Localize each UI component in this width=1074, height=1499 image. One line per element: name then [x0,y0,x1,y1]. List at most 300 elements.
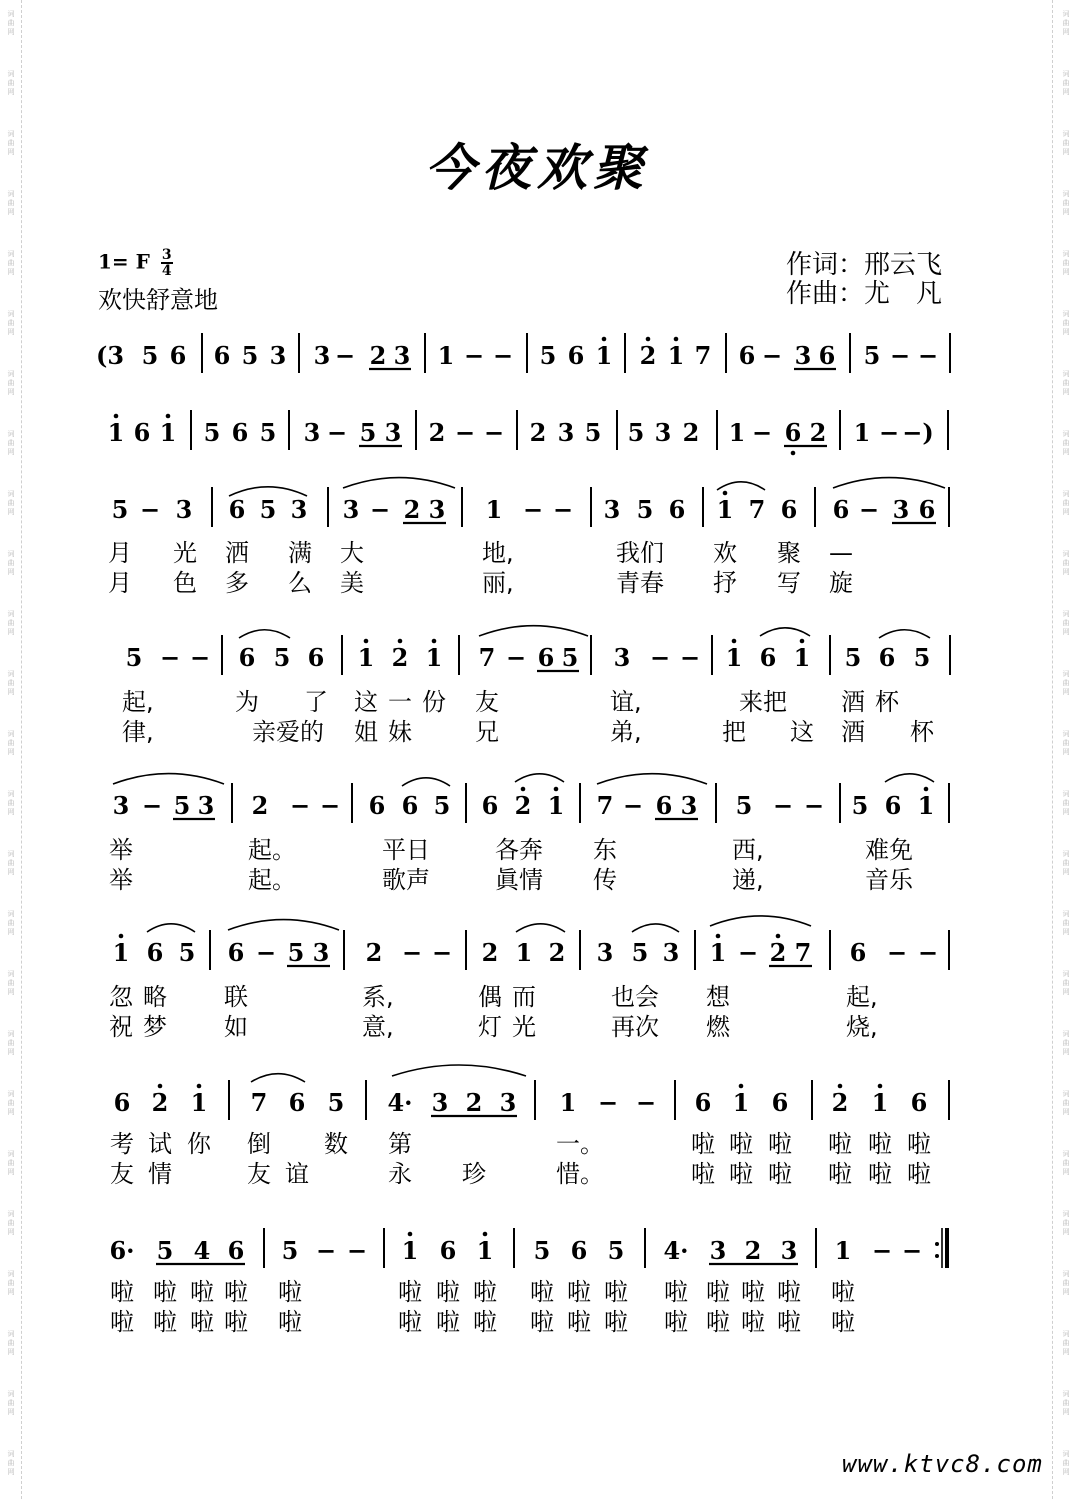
lyric-syllable: 地, [482,539,514,567]
note: 2 [428,418,446,447]
lyric-syllable: 啦 [110,1308,134,1336]
note: 3 [428,495,446,524]
lyric-syllable: 月 [108,539,132,567]
lyric-syllable: 西, [732,836,764,864]
time-numerator: 3 [161,247,172,263]
note: − [878,418,900,447]
note: − [889,341,911,370]
lyric-syllable: 啦 [436,1308,460,1336]
note: − [505,643,527,672]
note: 5 [844,643,862,672]
note: 3 [112,791,130,820]
note: 6 [771,1088,789,1117]
octave-dot-high [838,1084,843,1089]
lyric-syllable: 啦 [741,1308,765,1336]
note: 6 [738,341,756,370]
note: 6 [884,791,902,820]
lyric-syllable: 抒 [713,569,737,597]
lyric-syllable: 杯 [875,688,899,716]
slur [632,924,679,932]
note: 6 [307,643,325,672]
lyric-syllable: 啦 [224,1308,248,1336]
lyric-syllable: 丽, [482,569,514,597]
lyric-syllable: 啦 [831,1308,855,1336]
lyric-syllable: 啦 [691,1130,715,1158]
note: 1 [425,643,443,672]
lyric-syllable: 略 [143,983,167,1011]
lyric-syllable: 传 [593,866,617,894]
watermark-text: 词 曲 网 [1062,430,1070,456]
watermark-text: 词 曲 网 [7,910,15,936]
note: − [679,643,701,672]
note: 3 [312,938,330,967]
lyric-syllable: 啦 [530,1278,554,1306]
note: 6 [481,791,499,820]
note: 3 [680,791,698,820]
note: 2 [809,418,827,447]
note: 7 [478,643,496,672]
watermark-text: 词 曲 网 [1062,910,1070,936]
lyric-syllable: 谊 [285,1160,309,1188]
lyric-syllable: 啦 [190,1308,214,1336]
lyric-syllable: 友 [247,1160,271,1188]
key-label: 1= F [98,249,150,274]
note: 3 [557,418,575,447]
note: 3 [342,495,360,524]
lyric-syllable: 旋 [829,569,853,597]
lyric-syllable: 啦 [604,1308,628,1336]
note: 3 [654,418,672,447]
octave-dot-high [739,1084,744,1089]
lyric-syllable: 珍 [462,1160,486,1188]
note: 6 [238,643,256,672]
lyric-syllable: 啦 [868,1130,892,1158]
song-title: 今夜欢聚 [425,138,649,197]
lyric-syllable: 啦 [741,1278,765,1306]
lyric-syllable: 啦 [831,1278,855,1306]
note: 2 [465,1088,483,1117]
note: 5 [584,418,602,447]
note: − [454,418,476,447]
octave-dot-high [432,639,437,644]
note: − [255,938,277,967]
lyric-syllable: 梦 [143,1013,167,1041]
note: 2 [403,495,421,524]
octave-dot-high [674,337,679,342]
lyric-syllable: 倒 [247,1130,271,1158]
note: 2 [831,1088,849,1117]
note: 2 [529,418,547,447]
octave-dot-high [723,491,728,496]
note: 3 [313,341,331,370]
octave-dot-high [166,414,171,419]
slur [760,628,810,636]
watermark-text: 词 曲 网 [1062,1030,1070,1056]
note: 2 [365,938,383,967]
note: 5 [111,495,129,524]
lyric-syllable: 系, [362,983,394,1011]
note: 1 [159,418,177,447]
lyric-syllable: 洒 [225,539,249,567]
note: 5 [287,938,305,967]
note: 1 [515,938,533,967]
note: (3 [95,341,125,370]
lyric-syllable: 把 [722,718,746,746]
watermark-text: 词 曲 网 [7,1030,15,1056]
lyric-syllable: 联 [224,983,248,1011]
octave-dot-high [878,1084,883,1089]
note: 2 [151,1088,169,1117]
lyric-syllable: 平日 [382,836,430,864]
note: 3 [269,341,287,370]
note: 3 [384,418,402,447]
octave-dot-high [483,1232,488,1237]
note: − [463,341,485,370]
lyric-syllable: 起, [846,983,878,1011]
watermark-text: 词 曲 网 [7,730,15,756]
slur [251,1074,305,1082]
note: 6 [849,938,867,967]
slur [515,774,564,782]
note: 6 [113,1088,131,1117]
note: 5 [627,418,645,447]
note: 6 [227,1236,245,1265]
note: 5 [359,418,377,447]
note: 5 [259,418,277,447]
note: 3 [197,791,215,820]
note: 1 [728,418,746,447]
lyric-syllable: 永 [388,1160,412,1188]
note: − [401,938,423,967]
watermark-text: 词 曲 网 [7,430,15,456]
watermark-text: 词 曲 网 [1062,1270,1070,1296]
lyric-syllable: 数 [324,1130,348,1158]
octave-dot-high [197,1084,202,1089]
watermark-text: 词 曲 网 [7,670,15,696]
lyric-syllable: 啦 [828,1160,852,1188]
website-url: www.ktvc8.com [842,1450,1043,1478]
lyric-syllable: 意, [362,1013,394,1041]
note: − [431,938,453,967]
note: 5 [273,643,291,672]
note: 1 [871,1088,889,1117]
lyric-syllable: 灯 [478,1013,502,1041]
note: 3 [175,495,193,524]
note: − [289,791,311,820]
lyric-syllable: 难免 [865,836,913,864]
note: 6 [368,791,386,820]
watermark-text: 词 曲 网 [7,1150,15,1176]
watermark-text: 词 曲 网 [1062,1210,1070,1236]
note: 6 [759,643,777,672]
lyric-syllable: 啦 [110,1278,134,1306]
lyric-syllable: 光 [173,539,197,567]
watermark-text: 词 曲 网 [7,610,15,636]
note: − [597,1088,619,1117]
octave-dot-high [732,639,737,644]
note: 3 [431,1088,449,1117]
note: 5 [863,341,881,370]
lyric-syllable: 啦 [768,1160,792,1188]
lyric-syllable: 青春 [616,569,664,597]
note: 2 [682,418,700,447]
lyric-syllable: 情 [148,1160,172,1188]
slur [597,774,707,784]
note: − [886,938,908,967]
lyric-syllable: 啦 [153,1308,177,1336]
note: 1 [437,341,455,370]
lyric-syllable: 兄 [475,718,499,746]
note: 5 [241,341,259,370]
watermark-text: 词 曲 网 [1062,730,1070,756]
note: 6 [780,495,798,524]
note: 2 [481,938,499,967]
note: 6 [655,791,673,820]
watermark-text: 词 曲 网 [7,970,15,996]
slur [516,924,565,932]
note: 3 [709,1236,727,1265]
lyric-syllable: 啦 [691,1160,715,1188]
octave-dot-high [408,1232,413,1237]
slur [228,920,339,930]
note: 5 [539,341,557,370]
note: 1 [834,1236,852,1265]
note: 7 [794,938,812,967]
watermark-text: 词 曲 网 [1062,1390,1070,1416]
lyric-syllable: 啦 [729,1160,753,1188]
note: 4· [663,1236,689,1265]
note: 2 [251,791,269,820]
watermark-text: 词 曲 网 [1062,610,1070,636]
note: 7 [694,341,712,370]
watermark-text: 词 曲 网 [7,1090,15,1116]
slur [147,924,195,932]
note: − [159,643,181,672]
note: 3 [290,495,308,524]
note: − [369,495,391,524]
watermark-text: 词 曲 网 [7,310,15,336]
note: − [319,791,341,820]
lyric-syllable: 份 [422,688,446,716]
lyric-syllable: 色 [173,569,197,597]
octave-dot-high [398,639,403,644]
lyric-syllable: 来把 [739,688,787,716]
watermark-text: 词 曲 网 [1062,490,1070,516]
octave-dot-low [791,451,796,456]
note: 6 [439,1236,457,1265]
note: − [635,1088,657,1117]
watermark-text: 词 曲 网 [7,370,15,396]
lyric-syllable: 月 [108,569,132,597]
slur [885,774,934,782]
slur [717,482,765,490]
note: 2 [548,938,566,967]
slur [833,478,945,488]
watermark-text: 词 曲 网 [1062,250,1070,276]
note: 1 [485,495,503,524]
lyric-syllable: 姐 [354,718,378,746]
note: − [871,1236,893,1265]
lyric-syllable: 满 [288,539,312,567]
note: 6 [694,1088,712,1117]
watermark-text: 词 曲 网 [7,1330,15,1356]
note: 5 [533,1236,551,1265]
note: − [803,791,825,820]
note: 1 [595,341,613,370]
lyric-syllable: 啦 [777,1308,801,1336]
note: 5 [913,643,931,672]
lyric-syllable: 酒 [841,688,865,716]
note: 5 [735,791,753,820]
lyric-syllable: 举 [109,866,133,894]
note: 1 [667,341,685,370]
note: 1 [190,1088,208,1117]
note: 6 [133,418,151,447]
lyric-syllable: 友 [110,1160,134,1188]
note: 6 [832,495,850,524]
watermark-text: 词 曲 网 [1062,970,1070,996]
note: 3 [303,418,321,447]
lyric-syllable: 啦 [530,1308,554,1336]
lyric-syllable: 啦 [907,1160,931,1188]
note: 2 [369,341,387,370]
note: 5 [178,938,196,967]
note: 2 [639,341,657,370]
note: 5 [141,341,159,370]
lyric-syllable: 东 [593,836,617,864]
note: 1 [559,1088,577,1117]
watermark-text: 词 曲 网 [7,550,15,576]
watermark-text: 词 曲 网 [7,250,15,276]
note: 1 [709,938,727,967]
lyric-syllable: 也会 [611,983,659,1011]
note: 6 [213,341,231,370]
lyric-syllable: 一 [388,688,412,716]
watermark-text: 词 曲 网 [7,130,15,156]
lyric-syllable: 起。 [248,866,296,894]
lyric-syllable: 啦 [828,1130,852,1158]
watermark-text: 词 曲 网 [1062,10,1070,36]
watermark-text: 词 曲 网 [1062,1150,1070,1176]
watermark-text: 词 曲 网 [7,70,15,96]
note: 1 [547,791,565,820]
lyric-syllable: 再次 [611,1013,659,1041]
note: 6 [228,495,246,524]
note: − [326,418,348,447]
note: 4· [387,1088,413,1117]
lyric-syllable: 么 [288,569,312,597]
watermark-text: 词 曲 网 [7,1270,15,1296]
note: − [649,643,671,672]
watermark-text: 词 曲 网 [1062,790,1070,816]
note: − [737,938,759,967]
watermark-text: 词 曲 网 [1062,310,1070,336]
note: 6 [537,643,555,672]
lyric-syllable: 啦 [868,1160,892,1188]
octave-dot-high [554,787,559,792]
lyric-syllable: 祝 [109,1013,133,1041]
watermark-text: 词 曲 网 [7,1390,15,1416]
note: − [751,418,773,447]
lyric-syllable: 律, [122,718,154,746]
note: 6 [784,418,802,447]
lyric-syllable: 啦 [777,1278,801,1306]
note: 2 [514,791,532,820]
octave-dot-high [776,934,781,939]
slur [113,774,224,784]
lyric-syllable: 举 [109,836,133,864]
lyricist-credit: 作词：邢云飞 [786,250,943,280]
lyric-syllable: 欢 [713,539,737,567]
octave-dot-high [158,1084,163,1089]
lyric-syllable: 烧, [846,1013,878,1041]
tempo-marking: 欢快舒意地 [98,286,218,314]
lyric-syllable: 想 [706,983,730,1011]
octave-dot-high [924,787,929,792]
watermark-text: 词 曲 网 [7,1450,15,1476]
watermark-text: 词 曲 网 [1062,550,1070,576]
lyric-syllable: 惜。 [556,1160,604,1188]
octave-dot-high [521,787,526,792]
note: 6 [146,938,164,967]
lyric-syllable: 啦 [664,1308,688,1336]
note: 6 [910,1088,928,1117]
lyric-syllable: 啦 [278,1308,302,1336]
note: 1 [917,791,935,820]
note: − [334,341,356,370]
note: 4 [193,1236,211,1265]
note: 6 [878,643,896,672]
note: 6 [401,791,419,820]
lyric-syllable: 而 [512,983,536,1011]
note: 5 [561,643,579,672]
note: 7 [596,791,614,820]
octave-dot-high [119,934,124,939]
composer-credit: 作曲：尤 凡 [786,279,943,309]
note: 5 [631,938,649,967]
note: 5 [433,791,451,820]
lyric-syllable: 友 [475,688,499,716]
octave-dot-high [114,414,119,419]
slur [239,630,290,638]
lyric-syllable: 写 [777,569,801,597]
note: 6 [231,418,249,447]
note: − [315,1236,337,1265]
note: 2 [391,643,409,672]
slur [710,916,811,926]
watermark-text: 词 曲 网 [1062,1090,1070,1116]
note: 6 [668,495,686,524]
note: − [772,791,794,820]
note: − [622,791,644,820]
lyric-syllable: 我们 [616,539,664,567]
watermark-text: 词 曲 网 [1062,670,1070,696]
repeat-dot [935,1242,939,1246]
lyric-syllable: 多 [225,569,249,597]
note: − [483,418,505,447]
lyric-syllable: 如 [224,1013,248,1041]
lyric-syllable: 妹 [388,718,412,746]
slur [343,478,455,488]
lyric-syllable: 啦 [398,1308,422,1336]
lyric-syllable: 啦 [567,1308,591,1336]
note: − [552,495,574,524]
note: 5 [173,791,191,820]
note: − [189,643,211,672]
note: 5 [636,495,654,524]
note: 6 [567,341,585,370]
watermark-text: 词 曲 网 [7,190,15,216]
